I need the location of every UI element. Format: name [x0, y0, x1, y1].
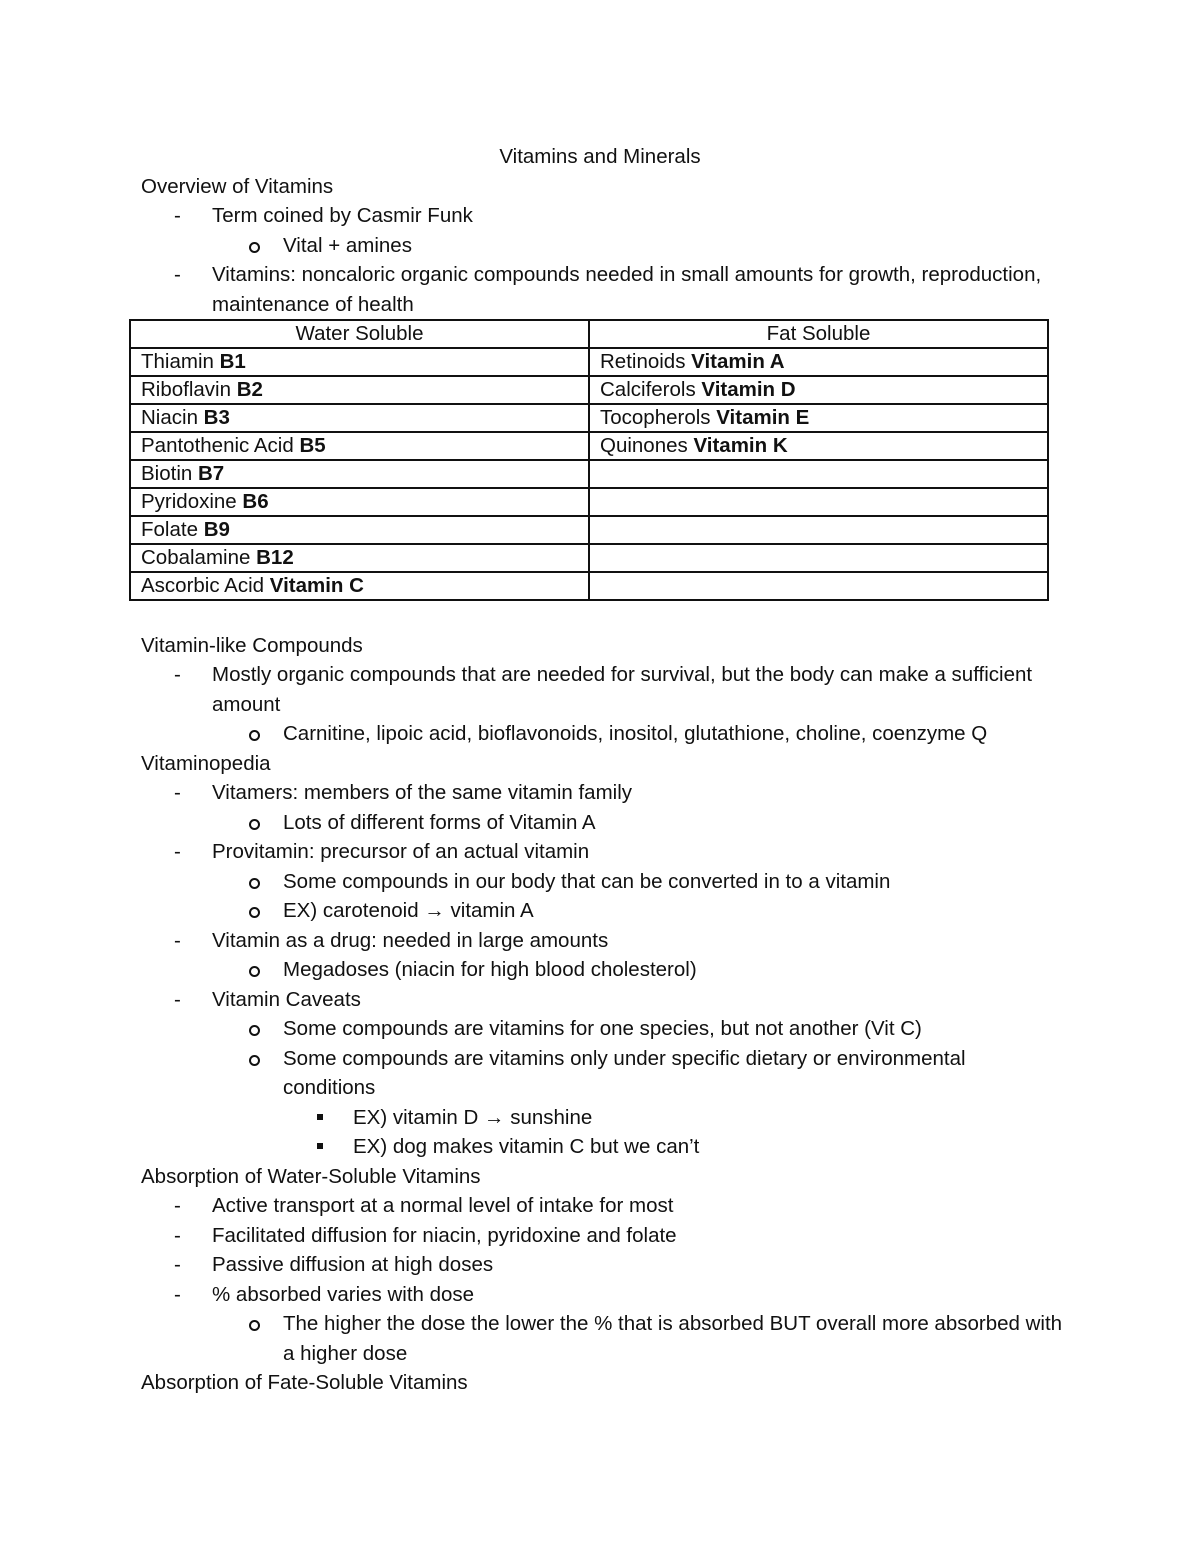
sub-list-item: [141, 231, 1061, 261]
list-item-text: Passive diffusion at high doses: [212, 1253, 494, 1276]
circle-bullet-icon: [249, 878, 260, 889]
list-item: [141, 837, 1061, 867]
sub-list-item-text: Vital + amines: [283, 233, 412, 257]
fat-soluble-cell: [589, 488, 1048, 516]
dash-bullet: -: [174, 987, 181, 1011]
sub-list-item: [141, 896, 1061, 926]
sub-list-item-text: Some compounds are vitamins for one species, but not another (Vit C): [283, 1017, 922, 1040]
circle-bullet-icon: [249, 1055, 260, 1066]
table-header-row: [130, 320, 1048, 348]
water-soluble-cell: [130, 376, 589, 404]
vitamin-label: B1: [219, 350, 246, 373]
vitamin-label: B2: [236, 378, 263, 401]
list-item-text: Active transport at a normal level of intake for most: [212, 1194, 674, 1217]
vitamin-label: Vitamin C: [269, 574, 364, 597]
sub-list-item-text: Some compounds are vitamins only under specific dietary or environmental conditions: [283, 1046, 966, 1099]
fat-soluble-cell: [589, 376, 1048, 404]
vitamin-name: Thiamin: [141, 350, 214, 373]
right-arrow-icon: →: [484, 1105, 505, 1129]
dash-bullet: -: [174, 204, 181, 227]
list-item-text: Vitamin Caveats: [212, 987, 361, 1011]
vitamin-name: Quinones: [600, 434, 688, 457]
sub-list-item: [141, 1309, 1061, 1368]
fat-soluble-cell: [589, 460, 1048, 488]
dash-bullet: -: [174, 1253, 181, 1276]
vitamin-name: Calciferols: [600, 378, 696, 401]
vitamin-like-heading: Vitamin-like Compounds: [141, 633, 363, 657]
list-item-text: Vitamins: noncaloric organic compounds needed in small amounts for growth, reproduction, maintenance of health: [212, 263, 1042, 316]
fat-soluble-cell: [589, 404, 1048, 432]
dash-bullet: -: [174, 663, 181, 686]
document-body: [141, 142, 1061, 1398]
table-row: [130, 376, 1048, 404]
overview-heading: Overview of Vitamins: [141, 174, 334, 198]
fat-soluble-cell: [589, 348, 1048, 376]
list-item: [141, 985, 1061, 1015]
fat-soluble-cell: [589, 432, 1048, 460]
circle-bullet-icon: [249, 907, 260, 918]
list-item-text: Vitamin as a drug: needed in large amounts: [212, 928, 609, 952]
dash-bullet: -: [174, 1194, 181, 1217]
table-row: [130, 404, 1048, 432]
sub-list-item-text: vitamin A: [450, 899, 534, 922]
water-soluble-cell: [130, 460, 589, 488]
sub-list-item: [141, 808, 1061, 838]
table-row: [130, 488, 1048, 516]
vitamin-name: Pantothenic Acid: [141, 434, 294, 457]
sub-sub-list-item-text: sunshine: [510, 1105, 593, 1129]
water-soluble-cell: [130, 432, 589, 460]
list-item: [141, 1280, 1061, 1310]
vitamin-label: B3: [203, 406, 230, 429]
right-arrow-icon: →: [424, 899, 445, 922]
circle-bullet-icon: [249, 1320, 260, 1331]
vitamin-name: Folate: [141, 518, 198, 541]
fat-soluble-cell: [589, 544, 1048, 572]
dash-bullet: -: [174, 781, 181, 804]
vitamin-name: Tocopherols: [600, 406, 711, 429]
dash-bullet: -: [174, 1282, 181, 1306]
square-bullet-icon: [317, 1114, 323, 1120]
vitamin-label: Vitamin D: [701, 378, 796, 401]
vitamin-label: Vitamin K: [693, 434, 788, 457]
list-item: [141, 201, 1061, 231]
sub-list-item: [141, 867, 1061, 897]
sub-list-item-text: Lots of different forms of Vitamin A: [283, 810, 596, 834]
vitamin-name: Pyridoxine: [141, 490, 237, 513]
vitamin-name: Niacin: [141, 406, 198, 429]
table-row: [130, 348, 1048, 376]
vitamin-label: B7: [197, 462, 225, 485]
dash-bullet: -: [174, 1223, 181, 1247]
vitamin-label: Vitamin E: [716, 406, 810, 429]
vitamin-name: Ascorbic Acid: [141, 574, 265, 597]
sub-list-item: [141, 719, 1061, 749]
table-row: [130, 572, 1048, 600]
sub-sub-list-item-text: EX) dog makes vitamin C but we can’t: [353, 1135, 700, 1158]
fat-soluble-cell: [589, 572, 1048, 600]
header-water-soluble: Water Soluble: [130, 320, 589, 348]
water-soluble-cell: [130, 544, 589, 572]
vitamin-name: Riboflavin: [141, 378, 232, 401]
vitamin-name: Retinoids: [600, 350, 686, 373]
water-soluble-cell: [130, 348, 589, 376]
spacer: [141, 601, 1061, 631]
sub-sub-list-item: [141, 1132, 1061, 1162]
list-item: [141, 660, 1061, 719]
list-item-text: Mostly organic compounds that are needed for survival, but the body can make a sufficient amount: [212, 663, 1033, 716]
list-item: [141, 1191, 1061, 1221]
table-body: [130, 348, 1048, 600]
circle-bullet-icon: [249, 819, 260, 830]
table-row: [130, 432, 1048, 460]
water-soluble-cell: [130, 488, 589, 516]
water-soluble-cell: [130, 516, 589, 544]
vitamin-label: B9: [203, 518, 230, 541]
vitamin-table: [129, 319, 1049, 601]
sub-list-item: [141, 955, 1061, 985]
sub-list-item-text: Megadoses (niacin for high blood cholesterol): [283, 958, 697, 981]
list-item-text: Provitamin: precursor of an actual vitamin: [212, 840, 590, 863]
list-item: [141, 260, 1061, 319]
list-item: [141, 1221, 1061, 1251]
absorption-water-heading: Absorption of Water-Soluble Vitamins: [141, 1164, 481, 1188]
sub-list-item-text: EX) carotenoid: [283, 899, 419, 922]
vitamin-name: Biotin: [141, 462, 193, 485]
circle-bullet-icon: [249, 1025, 260, 1036]
absorption-fat-heading: Absorption of Fate-Soluble Vitamins: [141, 1371, 468, 1394]
vitamin-label: B6: [242, 490, 269, 513]
list-item-text: % absorbed varies with dose: [212, 1282, 475, 1306]
table-row: [130, 516, 1048, 544]
water-soluble-cell: [130, 572, 589, 600]
circle-bullet-icon: [249, 966, 260, 977]
list-item: [141, 778, 1061, 808]
list-item: [141, 926, 1061, 956]
vitamin-label: B12: [256, 546, 294, 569]
list-item-text: Facilitated diffusion for niacin, pyridoxine and folate: [212, 1223, 677, 1247]
sub-sub-list-item-text: EX) vitamin D: [353, 1105, 479, 1129]
circle-bullet-icon: [249, 242, 260, 253]
water-soluble-cell: [130, 404, 589, 432]
dash-bullet: -: [174, 928, 181, 952]
fat-soluble-cell: [589, 516, 1048, 544]
table-row: [130, 544, 1048, 572]
list-item: [141, 1250, 1061, 1280]
sub-list-item: [141, 1044, 1061, 1103]
header-fat-soluble: Fat Soluble: [589, 320, 1048, 348]
sub-list-item-text: Carnitine, lipoic acid, bioflavonoids, inositol, glutathione, choline, coenzyme Q: [283, 722, 988, 745]
vitamin-label: B5: [299, 434, 326, 457]
dash-bullet: -: [174, 840, 181, 863]
sub-list-item: [141, 1014, 1061, 1044]
list-item-text: Term coined by Casmir Funk: [212, 204, 473, 227]
sub-list-item-text: Some compounds in our body that can be converted in to a vitamin: [283, 869, 891, 893]
square-bullet-icon: [317, 1143, 323, 1149]
sub-sub-list-item: [141, 1103, 1061, 1133]
vitamin-label: Vitamin A: [691, 350, 785, 373]
circle-bullet-icon: [249, 730, 260, 741]
dash-bullet: -: [174, 263, 181, 286]
sub-list-item-text: The higher the dose the lower the % that is absorbed BUT overall more absorbed with a higher dose: [283, 1312, 1063, 1365]
vitamin-name: Cobalamine: [141, 546, 251, 569]
list-item-text: Vitamers: members of the same vitamin family: [212, 781, 632, 804]
document-title: Vitamins and Minerals: [499, 145, 701, 168]
vitaminopedia-heading: Vitaminopedia: [141, 751, 271, 775]
table-row: [130, 460, 1048, 488]
